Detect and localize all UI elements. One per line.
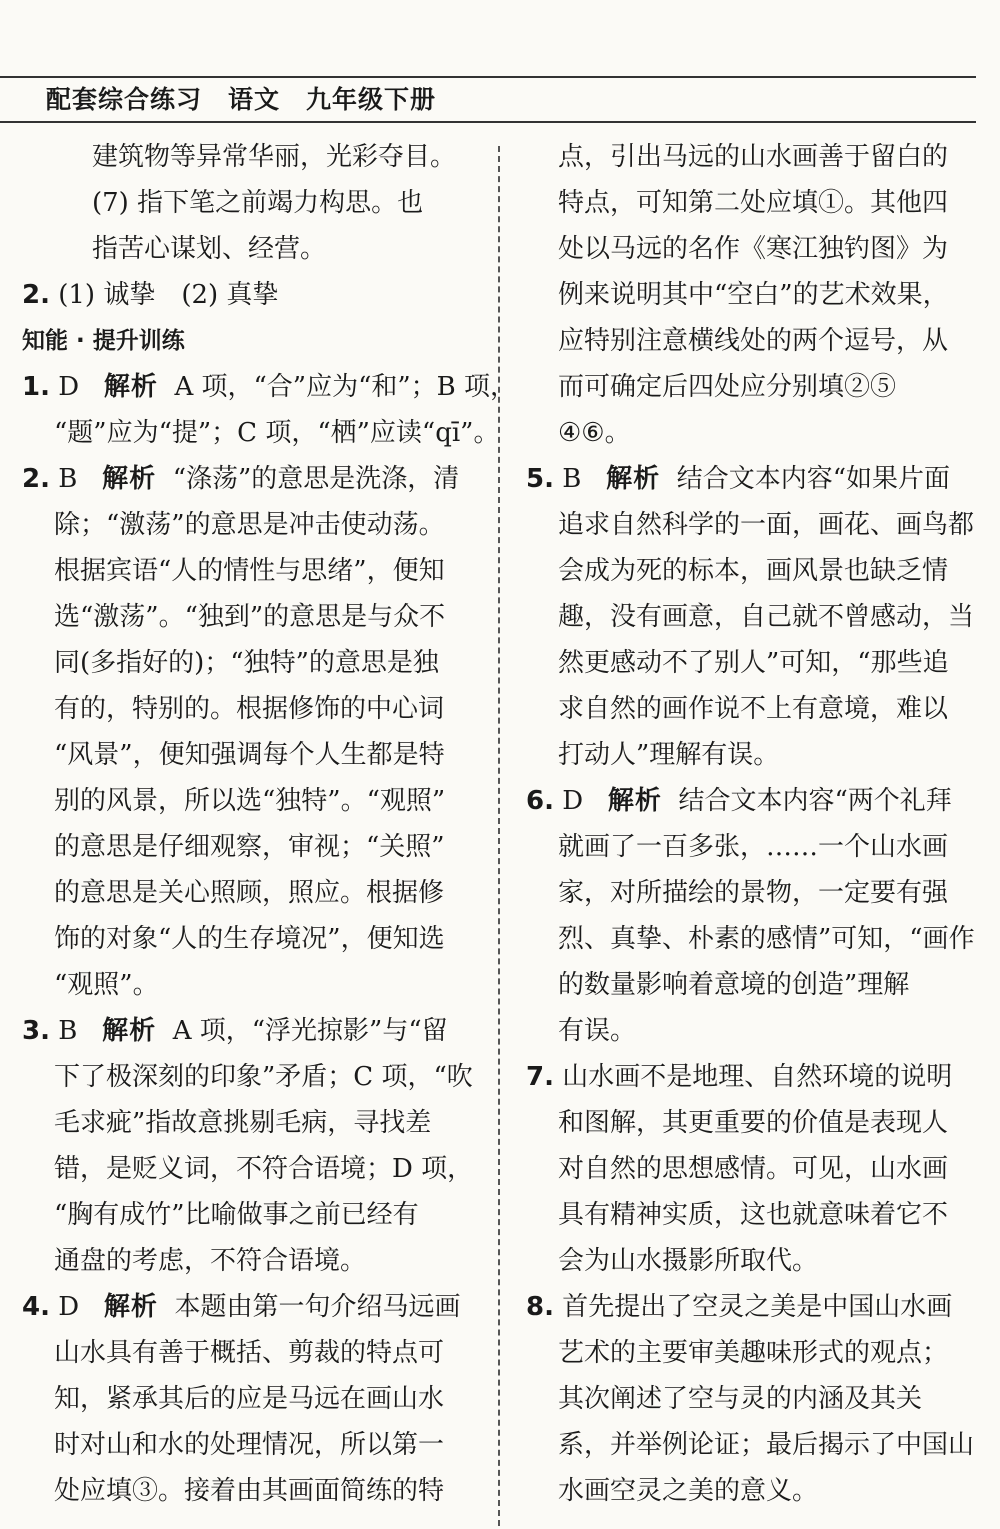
answer-choice: B bbox=[58, 1016, 78, 1046]
text-line: 然更感动不了别人”可知，“那些追 bbox=[558, 648, 949, 678]
analysis-text: 本题由第一句介绍马远画 bbox=[174, 1292, 461, 1322]
text-line: 特点，可知第二处应填①。其他四 bbox=[558, 188, 949, 218]
answer-text: 山水画不是地理、自然环境的说明 bbox=[562, 1062, 953, 1092]
question-number: 2. bbox=[22, 280, 50, 310]
text-line: 通盘的考虑，不符合语境。 bbox=[54, 1246, 367, 1276]
answer-choice: D bbox=[562, 786, 584, 816]
answer-choice: D bbox=[58, 372, 80, 402]
text-line: 错，是贬义词，不符合语境；D 项， bbox=[54, 1154, 474, 1184]
text-line: 其次阐述了空与灵的内涵及其关 bbox=[558, 1384, 923, 1414]
answer-block-1 bbox=[22, 364, 517, 456]
text-line: 知，紧承其后的应是马远在画山水 bbox=[54, 1384, 445, 1414]
answer-choice: B bbox=[562, 464, 582, 494]
answer-block-4 bbox=[22, 1284, 474, 1514]
text-line: 对自然的思想感情。可见，山水画 bbox=[558, 1154, 949, 1184]
question-number: 1. bbox=[22, 372, 50, 402]
analysis-text: A 项，“合”应为“和”；B 项， bbox=[174, 372, 517, 402]
question-number: 5. bbox=[526, 464, 554, 494]
answer-choice: D bbox=[58, 1292, 80, 1322]
analysis-label: 解析 bbox=[607, 786, 662, 816]
text-line: 和图解，其更重要的价值是表现人 bbox=[558, 1108, 949, 1138]
question-number: 2. bbox=[22, 464, 50, 494]
answer-block-7 bbox=[526, 1054, 978, 1284]
question-number: 4. bbox=[22, 1292, 50, 1322]
answer-block-3 bbox=[22, 1008, 474, 1284]
text-line: 水画空灵之美的意义。 bbox=[558, 1476, 819, 1506]
text-line: 家，对所描绘的景物，一定要有强 bbox=[558, 878, 949, 908]
text-line: 同(多指好的)；“独特”的意思是独 bbox=[54, 648, 439, 678]
header-book-title: 配套综合练习 bbox=[46, 85, 203, 114]
text-line: 打动人”理解有误。 bbox=[558, 740, 780, 770]
text-line: 例来说明其中“空白”的艺术效果， bbox=[558, 280, 949, 310]
analysis-text: A 项，“浮光掠影”与“留 bbox=[172, 1016, 448, 1046]
header-subject: 语文 bbox=[228, 85, 281, 114]
text-line: 而可确定后四处应分别填②⑤ bbox=[558, 372, 897, 402]
analysis-text: 结合文本内容“两个礼拜 bbox=[678, 786, 952, 816]
analysis-text: 结合文本内容“如果片面 bbox=[676, 464, 950, 494]
header-grade: 九年级下册 bbox=[306, 85, 437, 114]
section-heading: 知能 · 提升训练 bbox=[22, 328, 185, 354]
text-line: 的意思是关心照顾，照应。根据修 bbox=[54, 878, 445, 908]
question-number: 7. bbox=[526, 1062, 554, 1092]
right-column bbox=[526, 134, 978, 1514]
analysis-label: 解析 bbox=[102, 464, 157, 494]
answer-text: (1) 诚挚 (2) 真挚 bbox=[58, 280, 279, 310]
text-line: 别的风景，所以选“独特”。“观照” bbox=[54, 786, 446, 816]
question-number: 8. bbox=[526, 1292, 554, 1322]
text-line: 毛求疵”指故意挑剔毛病，寻找差 bbox=[54, 1108, 432, 1138]
question-number: 6. bbox=[526, 786, 554, 816]
text-line: 下了极深刻的印象”矛盾；C 项，“吹 bbox=[54, 1062, 473, 1092]
text-line: “胸有成竹”比喻做事之前已经有 bbox=[54, 1200, 419, 1230]
header-bottom-rule bbox=[0, 121, 976, 123]
text-line: 会为山水摄影所取代。 bbox=[558, 1246, 819, 1276]
text-line: 指苦心谋划、经营。 bbox=[92, 234, 327, 264]
analysis-text: “涤荡”的意思是洗涤，清 bbox=[172, 464, 460, 494]
text-line: 就画了一百多张，……一个山水画 bbox=[558, 832, 949, 862]
answer-block-8 bbox=[526, 1284, 978, 1514]
text-line: 的数量影响着意境的创造”理解 bbox=[558, 970, 910, 1000]
text-line: 选“激荡”。“独到”的意思是与众不 bbox=[54, 602, 446, 632]
text-line: 具有精神实质，这也就意味着它不 bbox=[558, 1200, 949, 1230]
answer-2 bbox=[22, 272, 474, 318]
question-number: 3. bbox=[22, 1016, 50, 1046]
analysis-label: 解析 bbox=[606, 464, 661, 494]
text-line: 有误。 bbox=[558, 1016, 637, 1046]
answer-text: 首先提出了空灵之美是中国山水画 bbox=[562, 1292, 953, 1322]
text-line: ④⑥。 bbox=[558, 418, 631, 448]
text-line: 有的，特别的。根据修饰的中心词 bbox=[54, 694, 445, 724]
column-divider bbox=[498, 146, 500, 1526]
text-line: 处以马远的名作《寒江独钓图》为 bbox=[558, 234, 949, 264]
text-line: 追求自然科学的一面，画花、画鸟都 bbox=[558, 510, 975, 540]
answer-block-5 bbox=[526, 456, 978, 778]
text-line: “题”应为“提”；C 项，“栖”应读“qī”。 bbox=[54, 418, 500, 448]
text-line: 的意思是仔细观察，审视；“关照” bbox=[54, 832, 445, 862]
answer-block-2 bbox=[22, 456, 474, 1008]
text-line: 山水具有善于概括、剪裁的特点可 bbox=[54, 1338, 445, 1368]
text-line: “风景”，便知强调每个人生都是特 bbox=[54, 740, 445, 770]
text-line: 烈、真挚、朴素的感情”可知，“画作 bbox=[558, 924, 975, 954]
text-line: “观照”。 bbox=[54, 970, 159, 1000]
text-line: 会成为死的标本，画风景也缺乏情 bbox=[558, 556, 949, 586]
text-line: 求自然的画作说不上有意境，难以 bbox=[558, 694, 949, 724]
text-line: 处应填③。接着由其画面简练的特 bbox=[54, 1476, 445, 1506]
text-line: 艺术的主要审美趣味形式的观点； bbox=[558, 1338, 949, 1368]
text-line: 饰的对象“人的生存境况”，便知选 bbox=[54, 924, 445, 954]
analysis-label: 解析 bbox=[102, 1016, 157, 1046]
text-line: 系，并举例论证；最后揭示了中国山 bbox=[558, 1430, 975, 1460]
header-top-rule bbox=[0, 76, 976, 78]
text-line: 建筑物等异常华丽，光彩夺目。 bbox=[92, 142, 457, 172]
analysis-label: 解析 bbox=[103, 372, 158, 402]
answer-choice: B bbox=[58, 464, 78, 494]
text-line: 时对山和水的处理情况，所以第一 bbox=[54, 1430, 445, 1460]
text-line: (7) 指下笔之前竭力构思。也 bbox=[92, 188, 424, 218]
answer-block-6 bbox=[526, 778, 978, 1054]
analysis-label: 解析 bbox=[103, 1292, 158, 1322]
text-line: 点，引出马远的山水画善于留白的 bbox=[558, 142, 949, 172]
text-line: 除；“激荡”的意思是冲击使动荡。 bbox=[54, 510, 445, 540]
text-line: 应特别注意横线处的两个逗号，从 bbox=[558, 326, 949, 356]
text-line: 趣，没有画意，自己就不曾感动，当 bbox=[558, 602, 975, 632]
running-header bbox=[46, 82, 436, 118]
text-line: 根据宾语“人的情性与思绪”，便知 bbox=[54, 556, 445, 586]
left-column bbox=[22, 134, 517, 1514]
